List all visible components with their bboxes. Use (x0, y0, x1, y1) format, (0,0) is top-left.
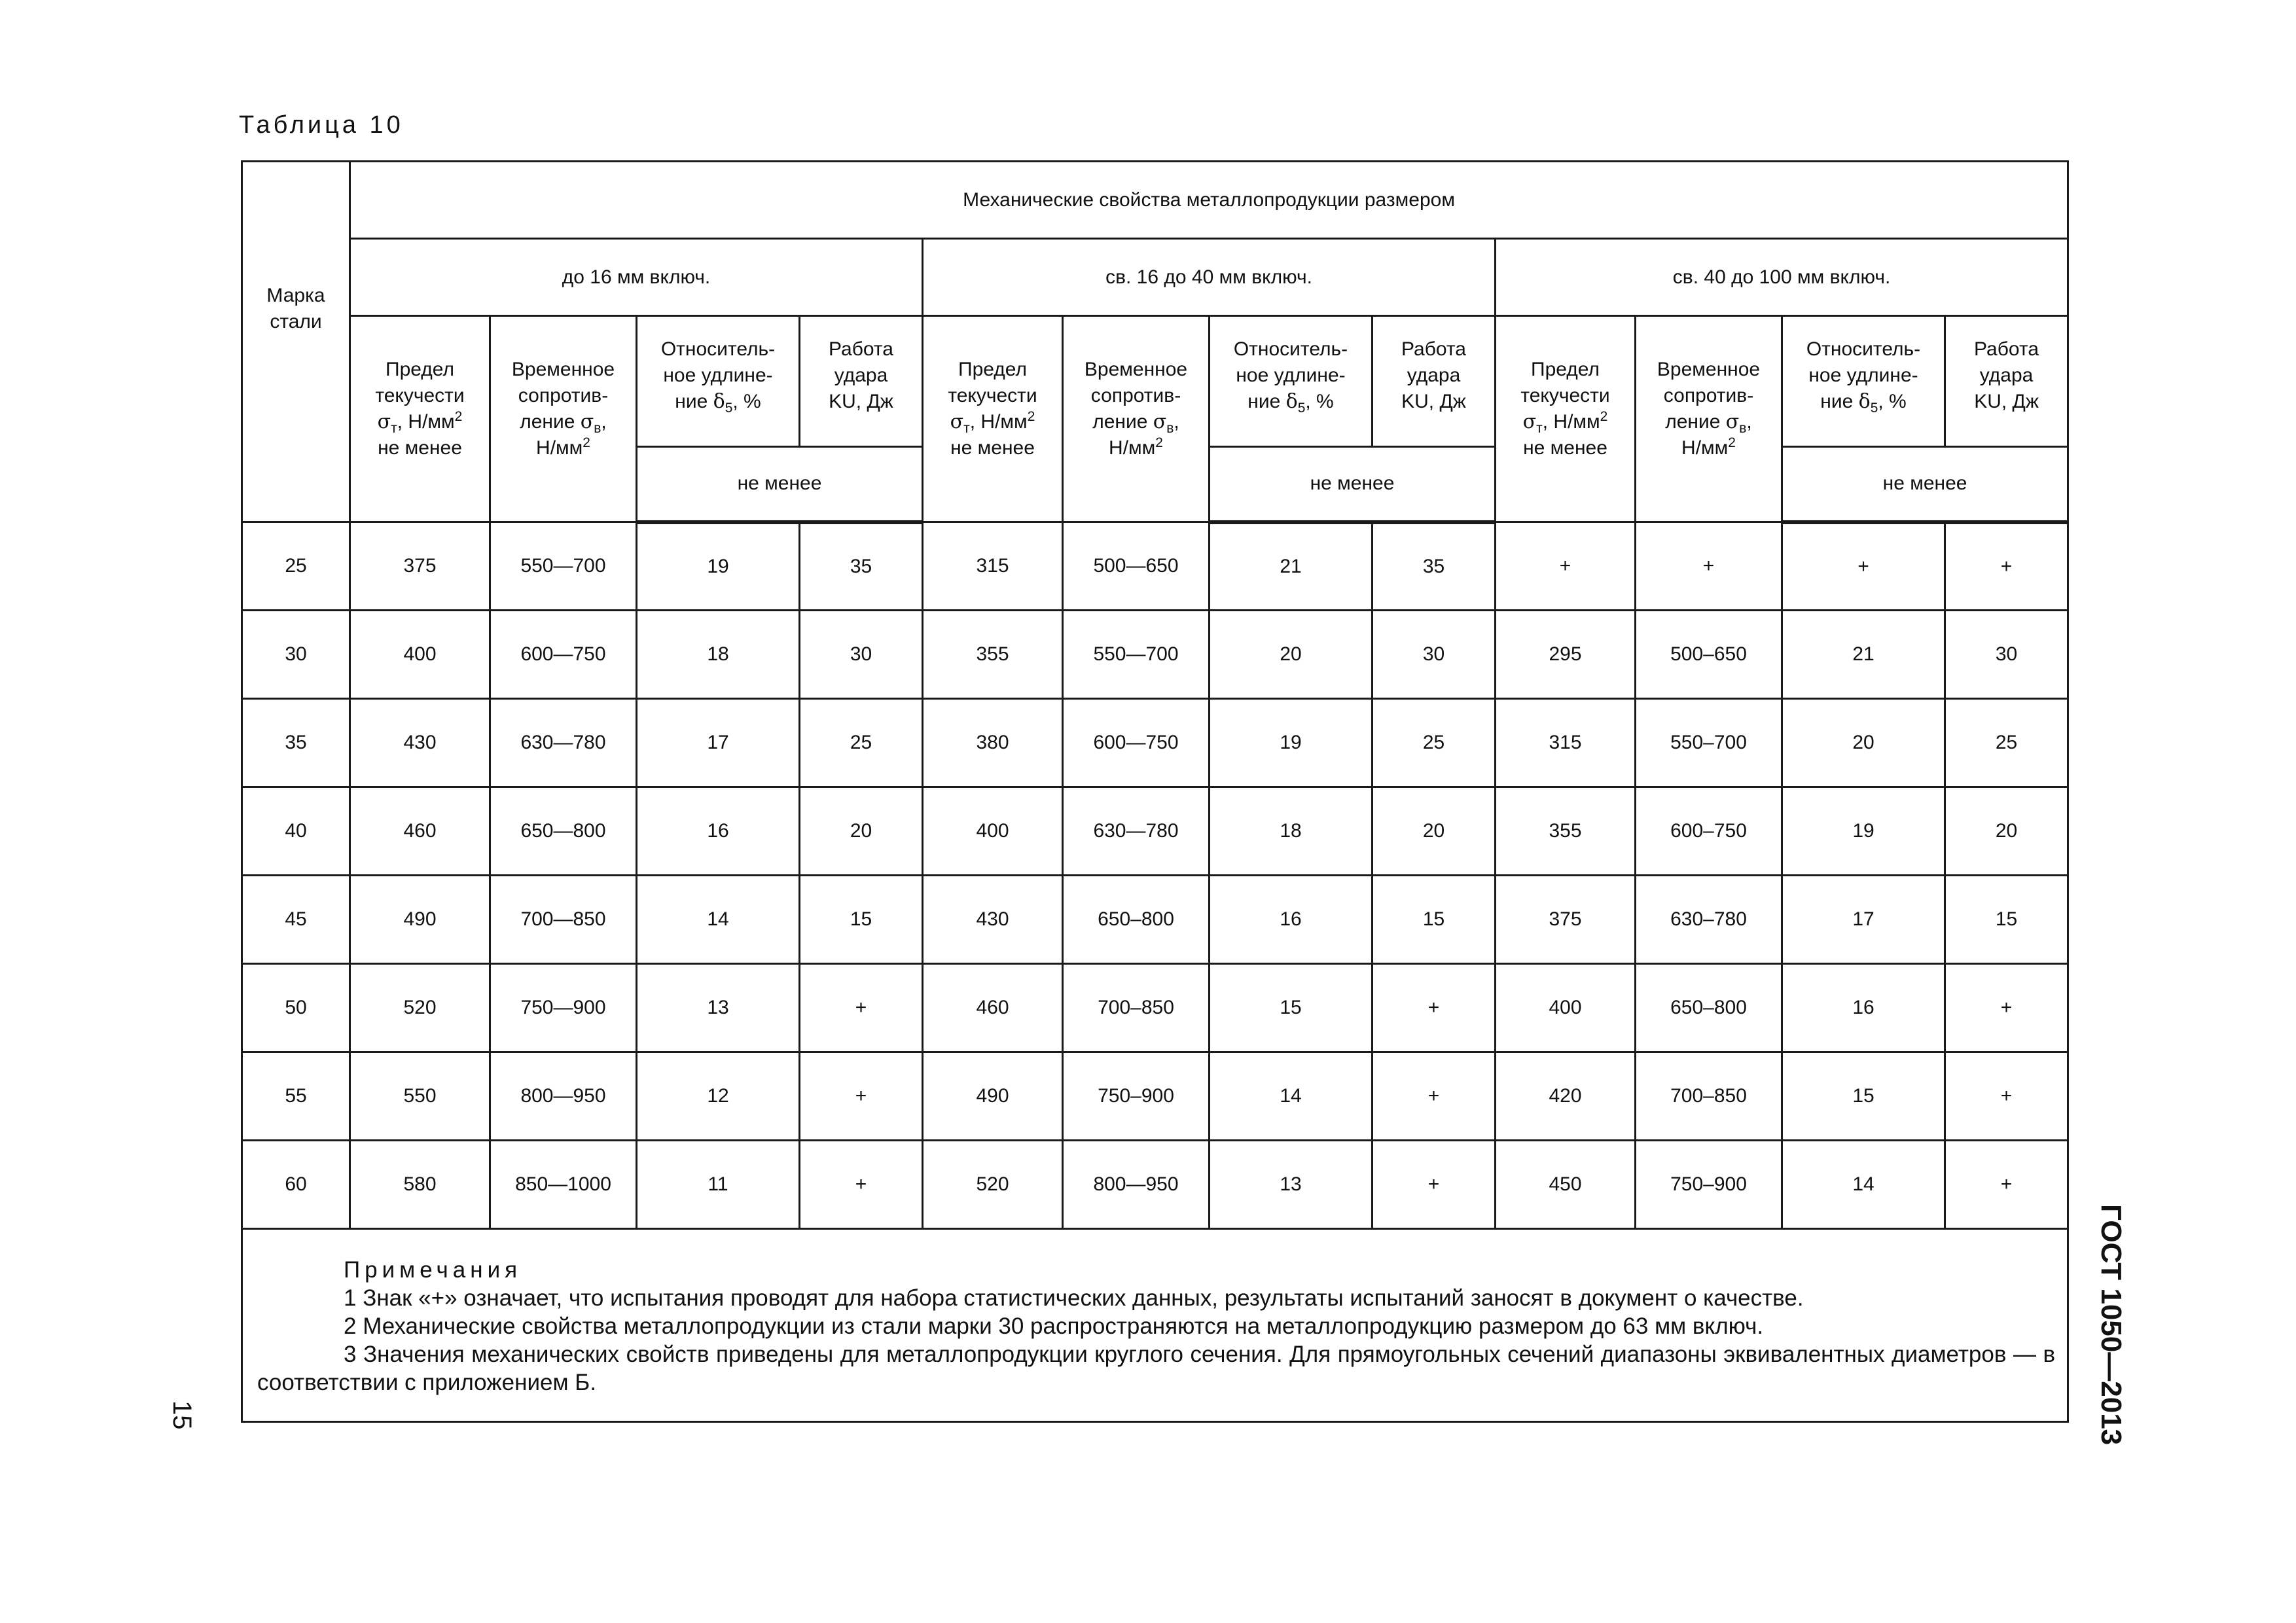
table-cell: 550—700 (490, 522, 637, 611)
tensile-unit: Н/мм (1681, 437, 1729, 459)
not-less-header: не менее (1210, 447, 1496, 522)
table-cell: 520 (923, 1141, 1063, 1229)
unit-superscript: 2 (1600, 409, 1608, 424)
table-cell: 400 (350, 611, 490, 699)
size-group-header: св. 40 до 100 мм включ. (1496, 239, 2068, 316)
mechanical-properties-table (241, 160, 2069, 1423)
sigma-subscript: т (391, 421, 397, 436)
tensile-strength-header (490, 316, 637, 522)
impact-line2: удара (834, 365, 888, 386)
table-cell: 490 (350, 876, 490, 964)
tensile-strength-header (1063, 316, 1210, 522)
table-cell: 400 (1496, 964, 1636, 1052)
table-cell: 20 (1782, 699, 1945, 787)
table-cell: 460 (350, 787, 490, 876)
table-cell: 630—780 (1063, 787, 1210, 876)
table-cell: 19 (1782, 787, 1945, 876)
table-cell: 19 (1210, 699, 1372, 787)
not-less-header: не менее (1782, 447, 2068, 522)
table-cell: + (1636, 522, 1782, 611)
table-row (242, 964, 2068, 1052)
table-cell: 750–900 (1063, 1052, 1210, 1141)
table-cell: 450 (1496, 1141, 1636, 1229)
sigma-subscript: в (1739, 421, 1747, 436)
table-cell: 630–780 (1636, 876, 1782, 964)
size-group-header: до 16 мм включ. (350, 239, 923, 316)
table-cell: 490 (923, 1052, 1063, 1141)
steel-grade-cell: 40 (242, 787, 350, 876)
yield-min-label: не менее (950, 437, 1035, 459)
table-cell: + (1945, 522, 2068, 611)
tensile-line3: ление (1092, 411, 1153, 433)
note-item: 3 Значения механических свойств приведены для металлопродукции круглого сечения. Для прямоугольных сечений диапазоны эквивалентных диаметров — в соответствии с приложением Б. (257, 1342, 2056, 1395)
delta-subscript: 5 (1870, 401, 1878, 416)
elongation-header (637, 316, 800, 447)
tensile-line1: Временное (511, 359, 615, 380)
table-cell: 20 (800, 787, 923, 876)
yield-unit: , Н/мм (397, 411, 455, 433)
elongation-line3: ние (1820, 391, 1859, 412)
table-cell: 550—700 (1063, 611, 1210, 699)
table-cell: 15 (1945, 876, 2068, 964)
table-cell: + (800, 964, 923, 1052)
table-cell: + (1372, 1052, 1496, 1141)
table-cell: 19 (637, 522, 800, 611)
tensile-line3: ление (1665, 411, 1726, 433)
table-row (242, 522, 2068, 611)
table-cell: 550 (350, 1052, 490, 1141)
elongation-unit: , % (1305, 391, 1334, 412)
table-cell: 550–700 (1636, 699, 1782, 787)
unit-superscript: 2 (454, 409, 463, 424)
table-cell: 14 (1782, 1141, 1945, 1229)
table-cell: 315 (923, 522, 1063, 611)
tensile-comma: , (1746, 411, 1752, 433)
yield-min-label: не менее (378, 437, 462, 459)
tensile-comma: , (1174, 411, 1179, 433)
table-cell: 13 (637, 964, 800, 1052)
table-cell: 14 (637, 876, 800, 964)
table-row (242, 1052, 2068, 1141)
impact-line1: Работа (1401, 338, 1466, 360)
table-row (242, 787, 2068, 876)
sigma-subscript: т (963, 421, 970, 436)
tensile-unit: Н/мм (1109, 437, 1156, 459)
note-item: 2 Механические свойства металлопродукции из стали марки 30 распространяются на металлопродукцию размером до 63 мм включ. (344, 1313, 1764, 1339)
table-cell: + (800, 1052, 923, 1141)
size-group-header: св. 16 до 40 мм включ. (923, 239, 1496, 316)
table-cell: 600—750 (1063, 699, 1210, 787)
table-cell: + (1372, 1141, 1496, 1229)
table-cell: 800—950 (1063, 1141, 1210, 1229)
table-cell: 315 (1496, 699, 1636, 787)
table-cell: 375 (350, 522, 490, 611)
table-cell: 18 (637, 611, 800, 699)
elongation-header (1210, 316, 1372, 447)
table-cell: 15 (1782, 1052, 1945, 1141)
table-cell: 11 (637, 1141, 800, 1229)
elongation-header (1782, 316, 1945, 447)
tensile-comma: , (601, 411, 607, 433)
table-row (242, 699, 2068, 787)
table-cell: 25 (1372, 699, 1496, 787)
sigma-symbol: σ (1153, 410, 1167, 433)
table-cell: 600—750 (490, 611, 637, 699)
steel-grade-cell: 35 (242, 699, 350, 787)
note-item: 1 Знак «+» означает, что испытания проводят для набора статистических данных, результаты испытаний заносят в документ о качестве. (344, 1285, 1804, 1311)
tensile-line1: Временное (1084, 359, 1188, 380)
table-cell: 650—800 (490, 787, 637, 876)
table-cell: 21 (1782, 611, 1945, 699)
impact-line3: KU, Дж (829, 391, 893, 412)
steel-grade-cell: 55 (242, 1052, 350, 1141)
tensile-strength-header (1636, 316, 1782, 522)
tensile-line2: сопротив- (1663, 385, 1754, 406)
table-cell: 520 (350, 964, 490, 1052)
unit-superscript: 2 (1027, 409, 1035, 424)
table-cell: 650–800 (1063, 876, 1210, 964)
table-cell: 16 (1210, 876, 1372, 964)
elongation-line2: ное удлине- (663, 365, 773, 386)
table-cell: + (1945, 1052, 2068, 1141)
elongation-line2: ное удлине- (1236, 365, 1346, 386)
table-cell: 430 (350, 699, 490, 787)
sigma-symbol: σ (580, 410, 594, 433)
delta-symbol: δ (1858, 390, 1871, 413)
impact-line1: Работа (1974, 338, 2039, 360)
table-cell: 420 (1496, 1052, 1636, 1141)
elongation-line1: Относитель- (1233, 338, 1348, 360)
yield-line2: текучести (948, 385, 1037, 406)
sigma-symbol: σ (1725, 410, 1740, 433)
table-cell: 20 (1372, 787, 1496, 876)
table-cell: 15 (800, 876, 923, 964)
table-cell: 430 (923, 876, 1063, 964)
tensile-line3: ление (520, 411, 581, 433)
impact-line2: удара (1407, 365, 1461, 386)
table-cell: 14 (1210, 1052, 1372, 1141)
sigma-symbol: σ (1522, 410, 1537, 433)
table-cell: 460 (923, 964, 1063, 1052)
table-cell: 18 (1210, 787, 1372, 876)
table-cell: 750–900 (1636, 1141, 1782, 1229)
table-cell: 850—1000 (490, 1141, 637, 1229)
table-cell: 700–850 (1063, 964, 1210, 1052)
table-cell: 355 (923, 611, 1063, 699)
delta-subscript: 5 (725, 401, 733, 416)
impact-work-header (800, 316, 923, 447)
tensile-line1: Временное (1657, 359, 1761, 380)
table-cell: + (1372, 964, 1496, 1052)
steel-grade-cell: 50 (242, 964, 350, 1052)
table-cell: 17 (1782, 876, 1945, 964)
table-cell: + (1782, 522, 1945, 611)
notes-block (242, 1229, 2068, 1422)
table-cell: 400 (923, 787, 1063, 876)
steel-grade-cell: 25 (242, 522, 350, 611)
impact-line1: Работа (829, 338, 893, 360)
elongation-unit: , % (732, 391, 761, 412)
table-cell: 20 (1210, 611, 1372, 699)
table-cell: 30 (1945, 611, 2068, 699)
table-cell: 750—900 (490, 964, 637, 1052)
sigma-subscript: в (594, 421, 601, 436)
yield-min-label: не менее (1523, 437, 1607, 459)
impact-work-header (1945, 316, 2068, 447)
table-cell: 25 (1945, 699, 2068, 787)
steel-grade-header: Марка стали (242, 162, 350, 522)
tensile-unit: Н/мм (536, 437, 583, 459)
table-cell: 580 (350, 1141, 490, 1229)
sigma-symbol: σ (950, 410, 964, 433)
elongation-line1: Относитель- (1806, 338, 1921, 360)
yield-strength-header (923, 316, 1063, 522)
table-cell: 15 (1210, 964, 1372, 1052)
yield-line1: Предел (386, 359, 454, 380)
table-cell: + (800, 1141, 923, 1229)
table-cell: 500–650 (1636, 611, 1782, 699)
table-cell: 295 (1496, 611, 1636, 699)
impact-line3: KU, Дж (1974, 391, 2039, 412)
table-cell: 35 (800, 522, 923, 611)
table-cell: + (1496, 522, 1636, 611)
table-cell: 700–850 (1636, 1052, 1782, 1141)
delta-subscript: 5 (1297, 401, 1306, 416)
steel-grade-cell: 30 (242, 611, 350, 699)
unit-superscript: 2 (583, 435, 590, 450)
elongation-line3: ние (1247, 391, 1286, 412)
impact-line2: удара (1979, 365, 2034, 386)
group-title-header: Механические свойства металлопродукции размером (350, 162, 2068, 239)
tensile-line2: сопротив- (1090, 385, 1181, 406)
table-row (242, 876, 2068, 964)
table-cell: 16 (1782, 964, 1945, 1052)
table-cell: 380 (923, 699, 1063, 787)
unit-superscript: 2 (1155, 435, 1163, 450)
unit-superscript: 2 (1728, 435, 1736, 450)
table-cell: + (1945, 964, 2068, 1052)
table-cell: 500—650 (1063, 522, 1210, 611)
steel-grade-cell: 45 (242, 876, 350, 964)
table-cell: 20 (1945, 787, 2068, 876)
table-cell: 355 (1496, 787, 1636, 876)
steel-grade-cell: 60 (242, 1141, 350, 1229)
page-number: 15 (168, 1400, 196, 1430)
tensile-line2: сопротив- (518, 385, 609, 406)
yield-line2: текучести (375, 385, 465, 406)
table-cell: 13 (1210, 1141, 1372, 1229)
table-cell: 800—950 (490, 1052, 637, 1141)
table-cell: 650–800 (1636, 964, 1782, 1052)
elongation-line3: ние (675, 391, 713, 412)
notes-title: Примечания (344, 1257, 522, 1283)
yield-strength-header (1496, 316, 1636, 522)
table-cell: 12 (637, 1052, 800, 1141)
sigma-subscript: в (1166, 421, 1174, 436)
delta-symbol: δ (713, 390, 725, 413)
document-code: ГОСТ 1050—2013 (2095, 1204, 2127, 1446)
table-cell: + (1945, 1141, 2068, 1229)
yield-strength-header (350, 316, 490, 522)
table-cell: 16 (637, 787, 800, 876)
impact-work-header (1372, 316, 1496, 447)
yield-line1: Предел (1531, 359, 1600, 380)
table-cell: 21 (1210, 522, 1372, 611)
table-cell: 17 (637, 699, 800, 787)
yield-line2: текучести (1520, 385, 1610, 406)
table-cell: 30 (800, 611, 923, 699)
elongation-line1: Относитель- (660, 338, 776, 360)
table-caption: Таблица 10 (239, 111, 404, 139)
delta-symbol: δ (1285, 390, 1298, 413)
elongation-unit: , % (1878, 391, 1907, 412)
table-row (242, 611, 2068, 699)
yield-line1: Предел (958, 359, 1027, 380)
table-cell: 25 (800, 699, 923, 787)
elongation-line2: ное удлине- (1808, 365, 1918, 386)
table-cell: 15 (1372, 876, 1496, 964)
sigma-symbol: σ (377, 410, 391, 433)
table-cell: 700—850 (490, 876, 637, 964)
table-cell: 375 (1496, 876, 1636, 964)
yield-unit: , Н/мм (969, 411, 1028, 433)
table-cell: 30 (1372, 611, 1496, 699)
not-less-header: не менее (637, 447, 923, 522)
table-cell: 630—780 (490, 699, 637, 787)
sigma-subscript: т (1536, 421, 1543, 436)
table-cell: 35 (1372, 522, 1496, 611)
impact-line3: KU, Дж (1401, 391, 1466, 412)
yield-unit: , Н/мм (1542, 411, 1600, 433)
table-cell: 600–750 (1636, 787, 1782, 876)
table-row (242, 1141, 2068, 1229)
